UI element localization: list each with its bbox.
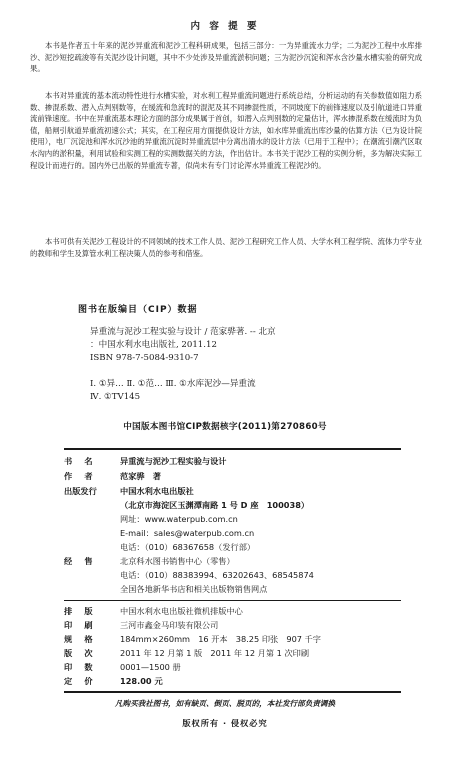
imprint-price-value: 128.00 元 — [120, 676, 163, 686]
imprint-spec-value: 184mm×260mm 16 开本 38.25 印张 907 千字 — [120, 634, 321, 644]
imprint-top-rule — [64, 448, 401, 450]
imprint-typeset-label: 排 版 — [64, 606, 95, 616]
imprint-publisher-line: 中国水利水电出版社 — [120, 486, 194, 496]
imprint-distributor-line: 北京科水图书销售中心（零售） — [120, 556, 235, 566]
imprint-publisher-line: E-mail：sales@waterpub.com.cn — [120, 528, 255, 538]
imprint-edition-label: 版 次 — [64, 648, 95, 658]
imprint-publisher-label: 出版发行 — [64, 486, 97, 496]
cip-data-number: 中国版本图书馆CIP数据核字(2011)第270860号 — [123, 422, 327, 432]
imprint-author-value: 范家骅 著 — [120, 471, 161, 481]
imprint-print-value: 三河市鑫金马印装有限公司 — [120, 620, 219, 630]
cip-classification-block — [90, 378, 390, 404]
cip-line: ：中国水利水电出版社, 2011.12 — [90, 340, 217, 350]
summary-paragraph-1: 本书是作者五十年来的泥沙异重流和泥沙工程科研成果，包括三部分：一为异重流水力学；二为泥沙工程中水库排沙、泥沙短挖疏浚等有关泥沙设计问题，其中不少处涉及异重流淤积问题；三为泥沙沉淀和浑水含沙量水槽实验的研究成果。 — [30, 41, 422, 74]
summary-paragraph-2: 本书对异重流的基本流动特性进行水槽实验，对水利工程异重流问题进行系统总结，分析运动的有关参数值如阻力系数、掺混系数、潜入点判别数等，在缓流和急流时的混泥及其不同掺混性质，不同坡度下的前锋速度以及引航道进口异重流前锋速度。书中在异重流基本理论方面的部分成果属于首创，如潜入点判别数的定量估计，浑水掺混系数在缓流时为负值，船闸引航道异重流初速公式；其实，在工程应用方面提供设计方法，如水库异重流出库沙量的估算方法（已为设计院使用），电厂沉淀池和浑水沉沙池的异重流沉淀时异重流层中分离出清水的设计方法（已用于工程中）；在潮流引潮汽区取水沟内的淤积量，利用试验和实测工程的实测数据关的方法，作出估计。本书关于泥沙工程的实例分析，多为解决实际工程设计而进行的。国内外已出版的异重流专著，似尚未有专门讨论浑水异重流工程泥沙的。 — [30, 91, 422, 170]
imprint-middle-rule — [64, 600, 401, 601]
summary-title: 内 容 提 要 — [190, 21, 260, 32]
rights-notice: 版权所有 · 侵权必究 — [182, 718, 268, 728]
imprint-bottom-rule — [64, 691, 401, 693]
imprint-typeset-value: 中国水利水电出版社微机排版中心 — [120, 606, 243, 616]
imprint-publisher-line: （北京市海淀区玉渊潭南路 1 号 D 座 100038） — [120, 500, 310, 510]
cip-heading: 图书在版编目（CIP）数据 — [78, 305, 198, 315]
imprint-edition-value: 2011 年 12 月第 1 版 2011 年 12 月第 1 次印刷 — [120, 648, 310, 658]
imprint-publisher-line: 电话：（010）68367658（发行部） — [120, 542, 256, 552]
cip-bibliographic-block — [90, 326, 390, 365]
imprint-distributor-line: 电话：（010）88383994、63202643、68545874 — [120, 570, 314, 580]
imprint-title-label: 书 名 — [64, 456, 95, 466]
summary-paragraph-3: 本书可供有关泥沙工程设计的不同领域的技术工作人员、泥沙工程研究工作人员、大学水利工程学院、流体力学专业的教师和学生及算管水利工程决策人员的参考和借鉴。 — [30, 237, 422, 258]
imprint-print-label: 印 刷 — [64, 620, 95, 630]
imprint-distributor-label: 经 售 — [64, 556, 95, 566]
imprint-spec-label: 规 格 — [64, 634, 95, 644]
cip-class-line: Ⅳ. ①TV145 — [90, 392, 141, 402]
imprint-copies-label: 印 数 — [64, 662, 95, 672]
imprint-title-value: 异重流与泥沙工程实验与设计 — [120, 456, 227, 466]
cip-line: 异重流与泥沙工程实验与设计 / 范家骅著. -- 北京 — [90, 327, 276, 337]
imprint-author-label: 作 者 — [64, 471, 95, 481]
cip-line: ISBN 978-7-5084-9310-7 — [90, 353, 199, 363]
imprint-publisher-line: 网址：www.waterpub.com.cn — [120, 514, 238, 524]
imprint-price-label: 定 价 — [64, 676, 95, 686]
replacement-notice: 凡购买我社图书，如有缺页、倒页、脱页的，本社发行部负责调换 — [114, 699, 336, 708]
cip-class-line: Ⅰ. ①异… Ⅱ. ①范… Ⅲ. ①水库泥沙—异重流 — [90, 379, 256, 389]
imprint-distributor-line: 全国各地新华书店和相关出版物销售网点 — [120, 584, 268, 594]
imprint-copies-value: 0001—1500 册 — [120, 662, 181, 672]
